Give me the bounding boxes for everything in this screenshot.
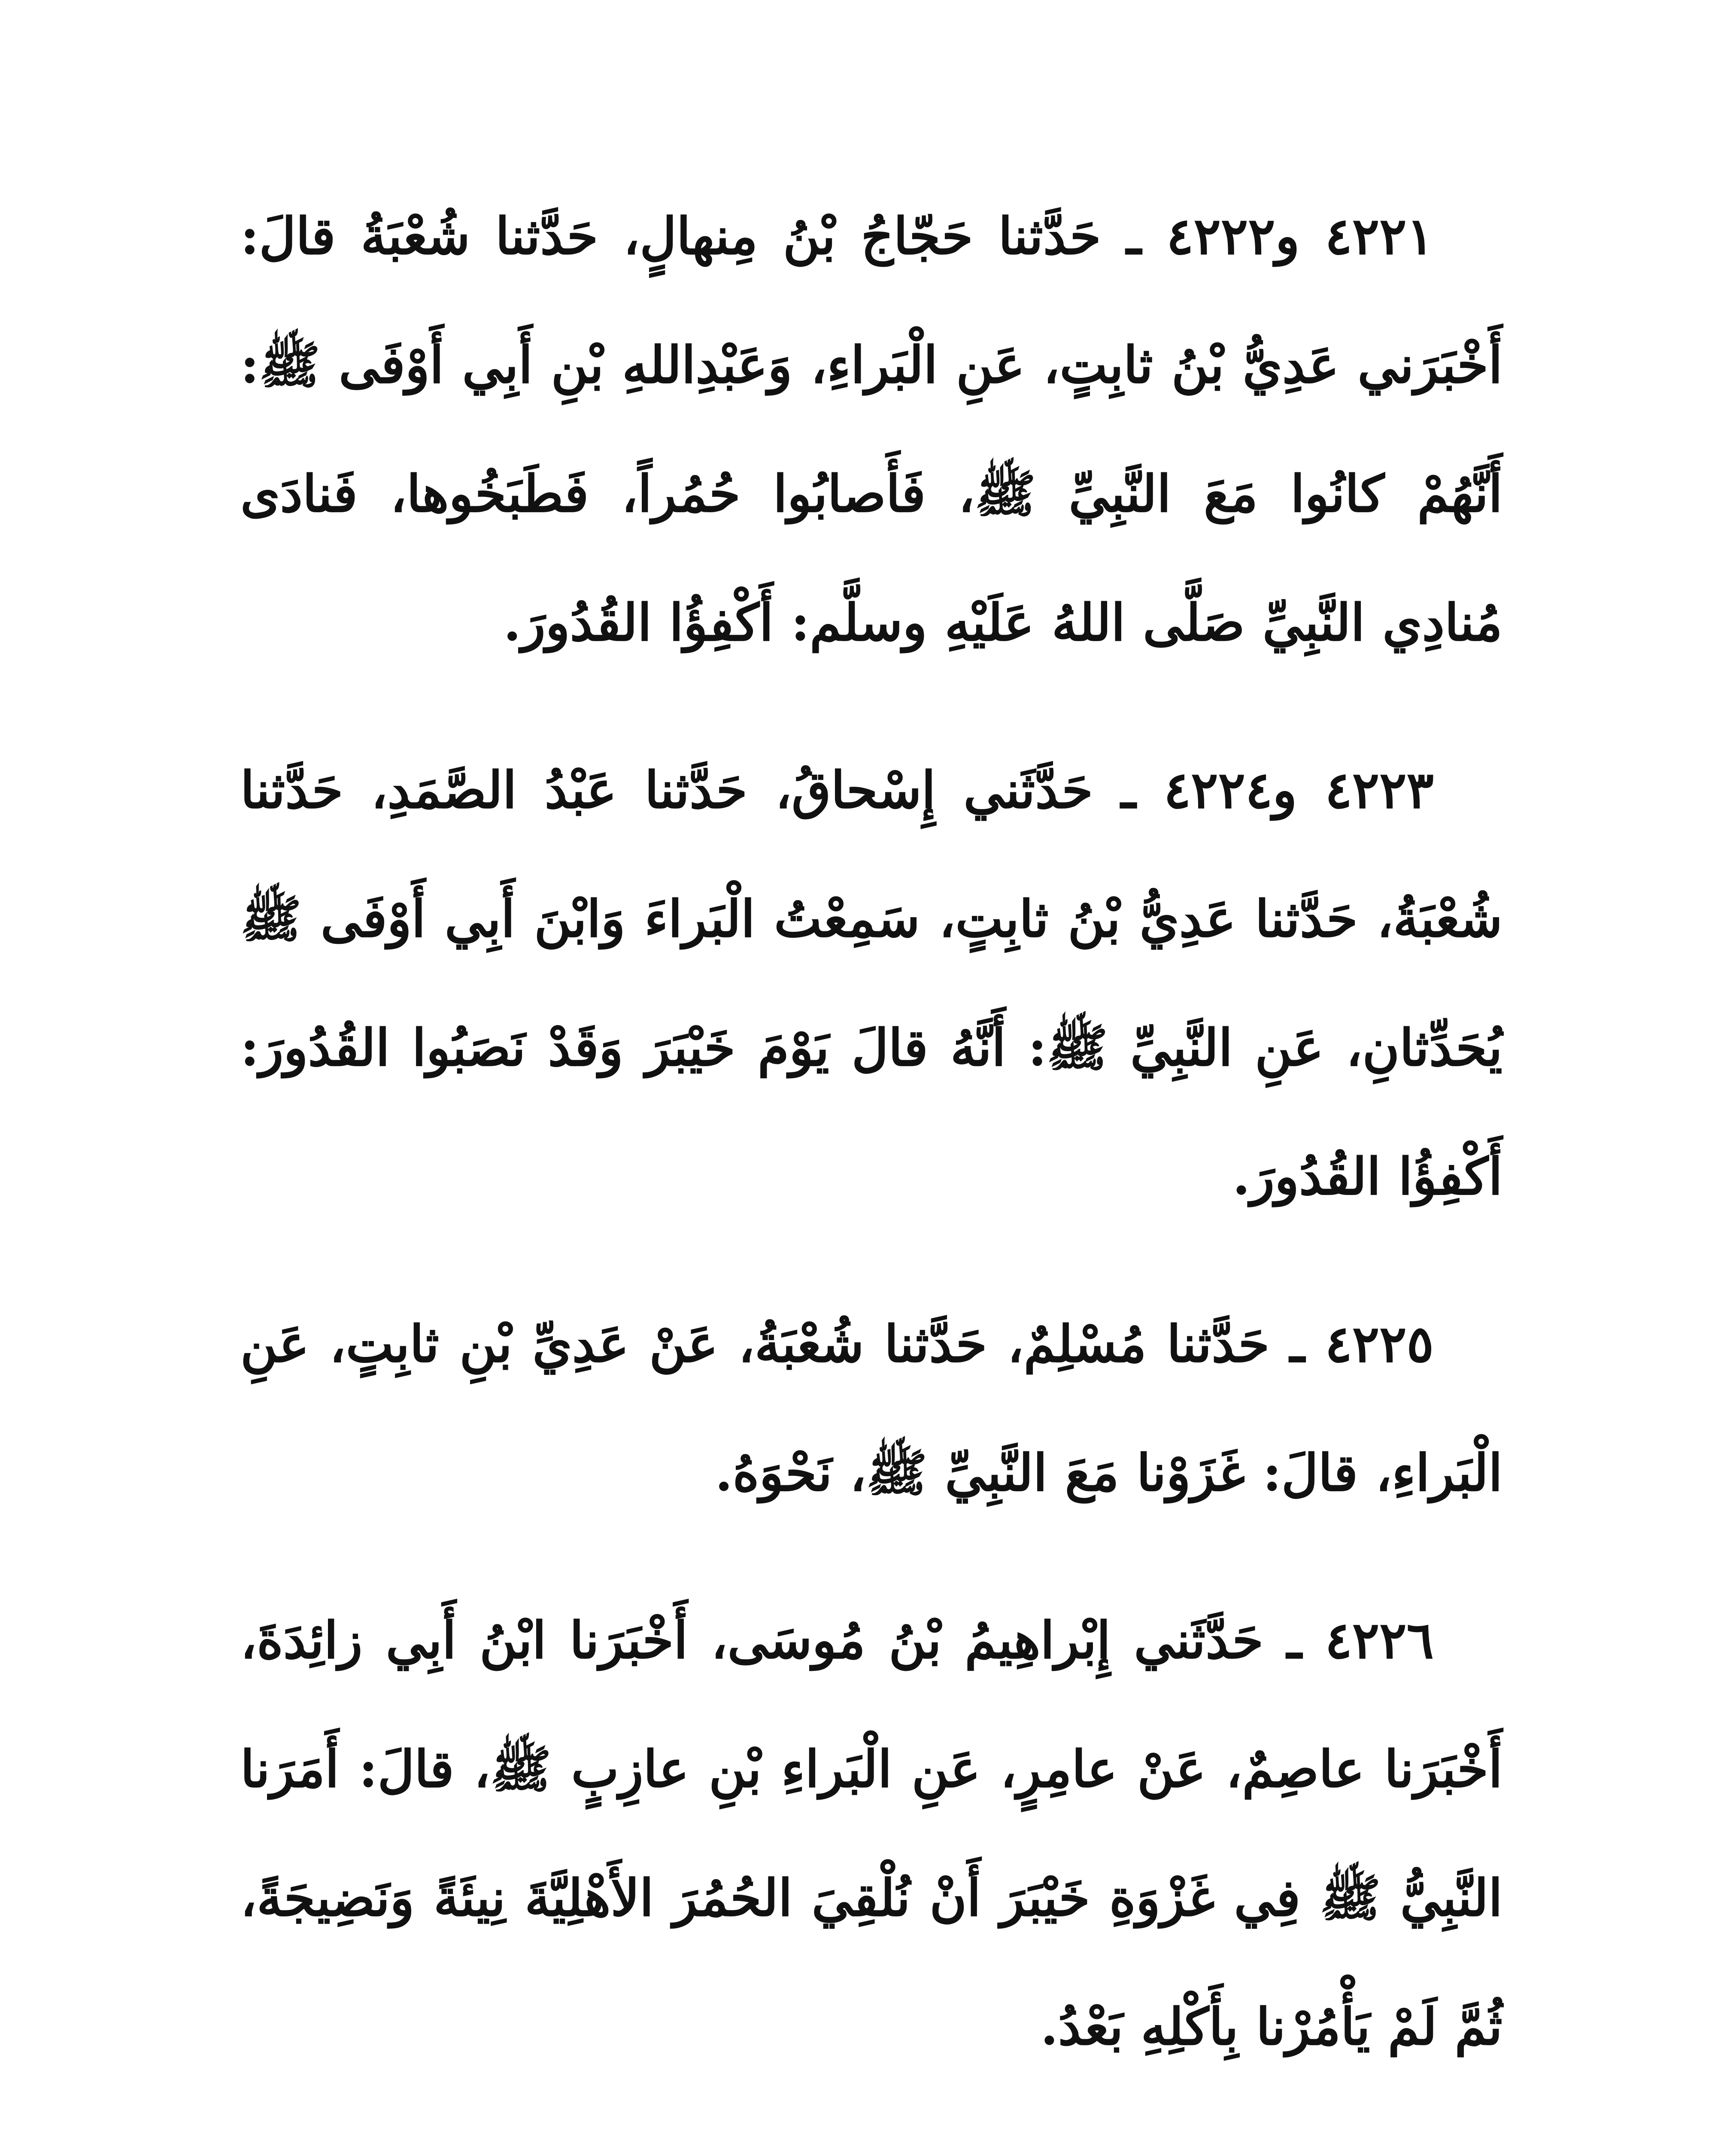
hadith-4226: ٤٢٢٦ ـ حَدَّثَني إِبْراهِيمُ بْنُ مُوسَى، أَخْبَرَنا ابْنُ أَبِي زائِدَةَ، أَخْبَرَنا عاصِمٌ، عَنْ عامِرٍ، عَنِ الْبَراءِ بْنِ عازِبٍ ﷺ، قالَ: أَمَرَنا النَّبِيُّ ﷺ فِي غَزْوَةِ خَيْبَرَ أَنْ نُلْقِيَ الحُمُرَ الأَهْلِيَّةَ نِيئَةً وَنَضِيجَةً، ثُمَّ لَمْ يَأْمُرْنا بِأَكْلِهِ بَعْدُ. — [240, 1610, 1502, 2056]
hadith-text-block — [240, 172, 1502, 2147]
hadith-4221-4222: ٤٢٢١ و٤٢٢٢ ـ حَدَّثنا حَجّاجُ بْنُ مِنهالٍ، حَدَّثنا شُعْبَةُ قالَ: أَخْبَرَني عَدِيُّ بْنُ ثابِتٍ، عَنِ الْبَراءِ، وَعَبْدِاللهِ بْنِ أَبِي أَوْفَى ﷺ: أَنَّهُمْ كانُوا مَعَ النَّبِيِّ ﷺ، فَأَصابُوا حُمُراً، فَطَبَخُوها، فَنادَى مُنادِي النَّبِيِّ صَلَّى اللهُ عَلَيْهِ وسلَّم: أَكْفِؤُا القُدُورَ. — [240, 206, 1502, 652]
hadith-4223-4224: ٤٢٢٣ و٤٢٢٤ ـ حَدَّثَني إِسْحاقُ، حَدَّثنا عَبْدُ الصَّمَدِ، حَدَّثنا شُعْبَةُ، حَدَّثنا عَدِيُّ بْنُ ثابِتٍ، سَمِعْتُ الْبَراءَ وَابْنَ أَبِي أَوْفَى ﷺ يُحَدِّثانِ، عَنِ النَّبِيِّ ﷺ: أَنَّهُ قالَ يَوْمَ خَيْبَرَ وَقَدْ نَصَبُوا القُدُورَ: أَكْفِؤُا القُدُورَ. — [240, 760, 1502, 1206]
hadith-4227 — [240, 2130, 1502, 2147]
hadith-4225: ٤٢٢٥ ـ حَدَّثنا مُسْلِمٌ، حَدَّثنا شُعْبَةُ، عَنْ عَدِيِّ بْنِ ثابِتٍ، عَنِ الْبَراءِ، قالَ: غَزَوْنا مَعَ النَّبِيِّ ﷺ، نَحْوَهُ. — [240, 1314, 1502, 1502]
